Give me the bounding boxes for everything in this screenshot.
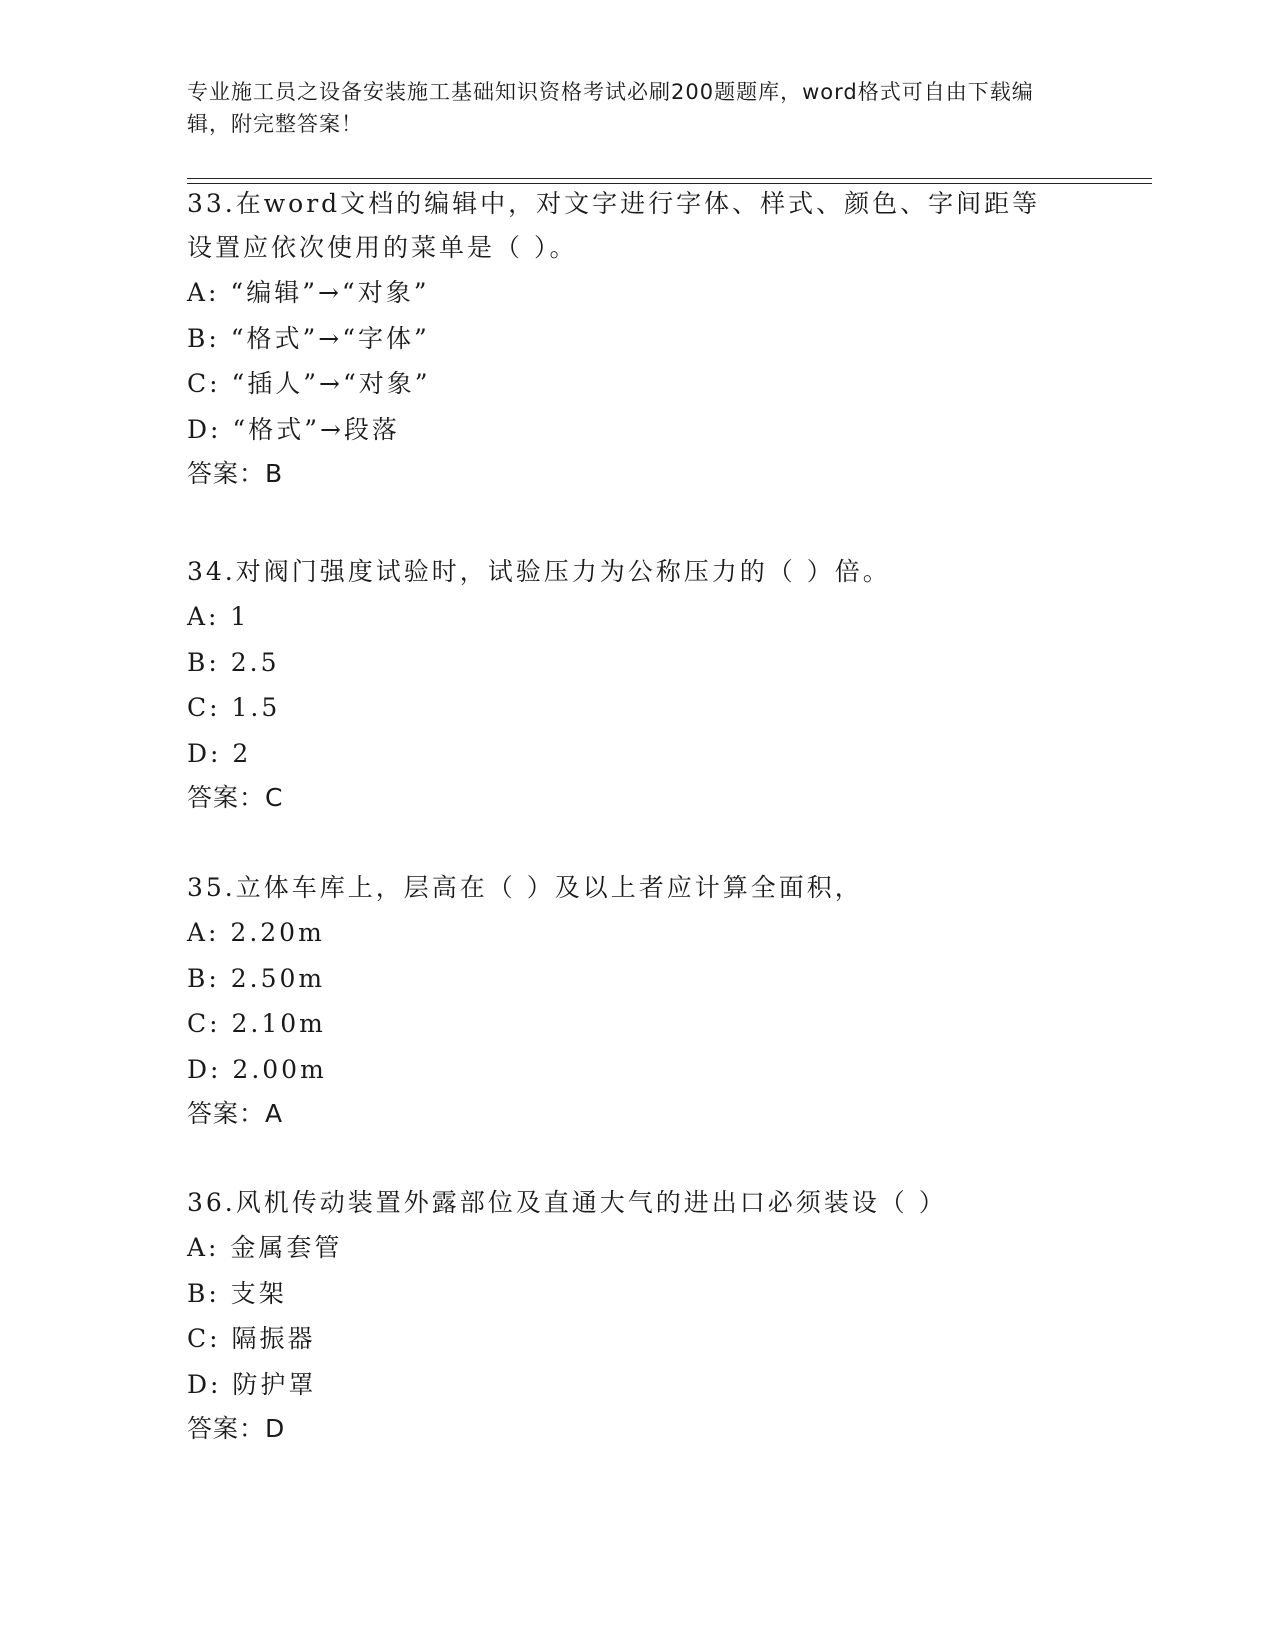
question-36 <box>187 1181 1067 1451</box>
option-a: A: 金属套管 <box>187 1233 343 1262</box>
option-b: B: 支架 <box>187 1278 287 1308</box>
option-b: B: “格式”→“字体” <box>187 323 430 353</box>
answer: 答案：D <box>187 1414 286 1443</box>
option-a: A: “编辑”→“对象” <box>187 278 430 307</box>
document-header: 专业施工员之设备安装施工基础知识资格考试必刷200题题库，word格式可自由下载编辑，附完整答案！ <box>187 80 1034 136</box>
option-d: D: 防护罩 <box>187 1369 317 1399</box>
option-c: C: 2.10m <box>187 1009 326 1038</box>
option-b: B: 2.5 <box>187 647 280 677</box>
question-35 <box>187 866 1067 1136</box>
option-a: A: 1 <box>187 602 250 631</box>
option-c: C: 1.5 <box>187 693 281 722</box>
answer: 答案：C <box>187 783 284 812</box>
option-d: D: 2.00m <box>187 1054 327 1084</box>
question-34 <box>187 550 1067 820</box>
option-d: D: “格式”→段落 <box>187 414 400 444</box>
question-stem: 33.在word文档的编辑中，对文字进行字体、样式、颜色、字间距等设置应依次使用的菜单是（ ）。 <box>187 189 1041 262</box>
option-a: A: 2.20m <box>187 918 325 947</box>
answer: 答案：B <box>187 459 284 488</box>
option-b: B: 2.50m <box>187 963 326 993</box>
header-divider-top <box>187 178 1152 179</box>
option-c: C: 隔振器 <box>187 1324 316 1353</box>
question-stem: 36.风机传动装置外露部位及直通大气的进出口必须装设（ ） <box>187 1188 947 1217</box>
option-c: C: “插人”→“对象” <box>187 369 431 398</box>
question-stem: 34.对阀门强度试验时，试验压力为公称压力的（ ）倍。 <box>187 557 891 586</box>
question-stem: 35.立体车库上，层高在（ ）及以上者应计算全面积， <box>187 873 863 902</box>
answer: 答案：A <box>187 1099 284 1128</box>
question-33 <box>187 182 1067 496</box>
option-d: D: 2 <box>187 738 252 768</box>
